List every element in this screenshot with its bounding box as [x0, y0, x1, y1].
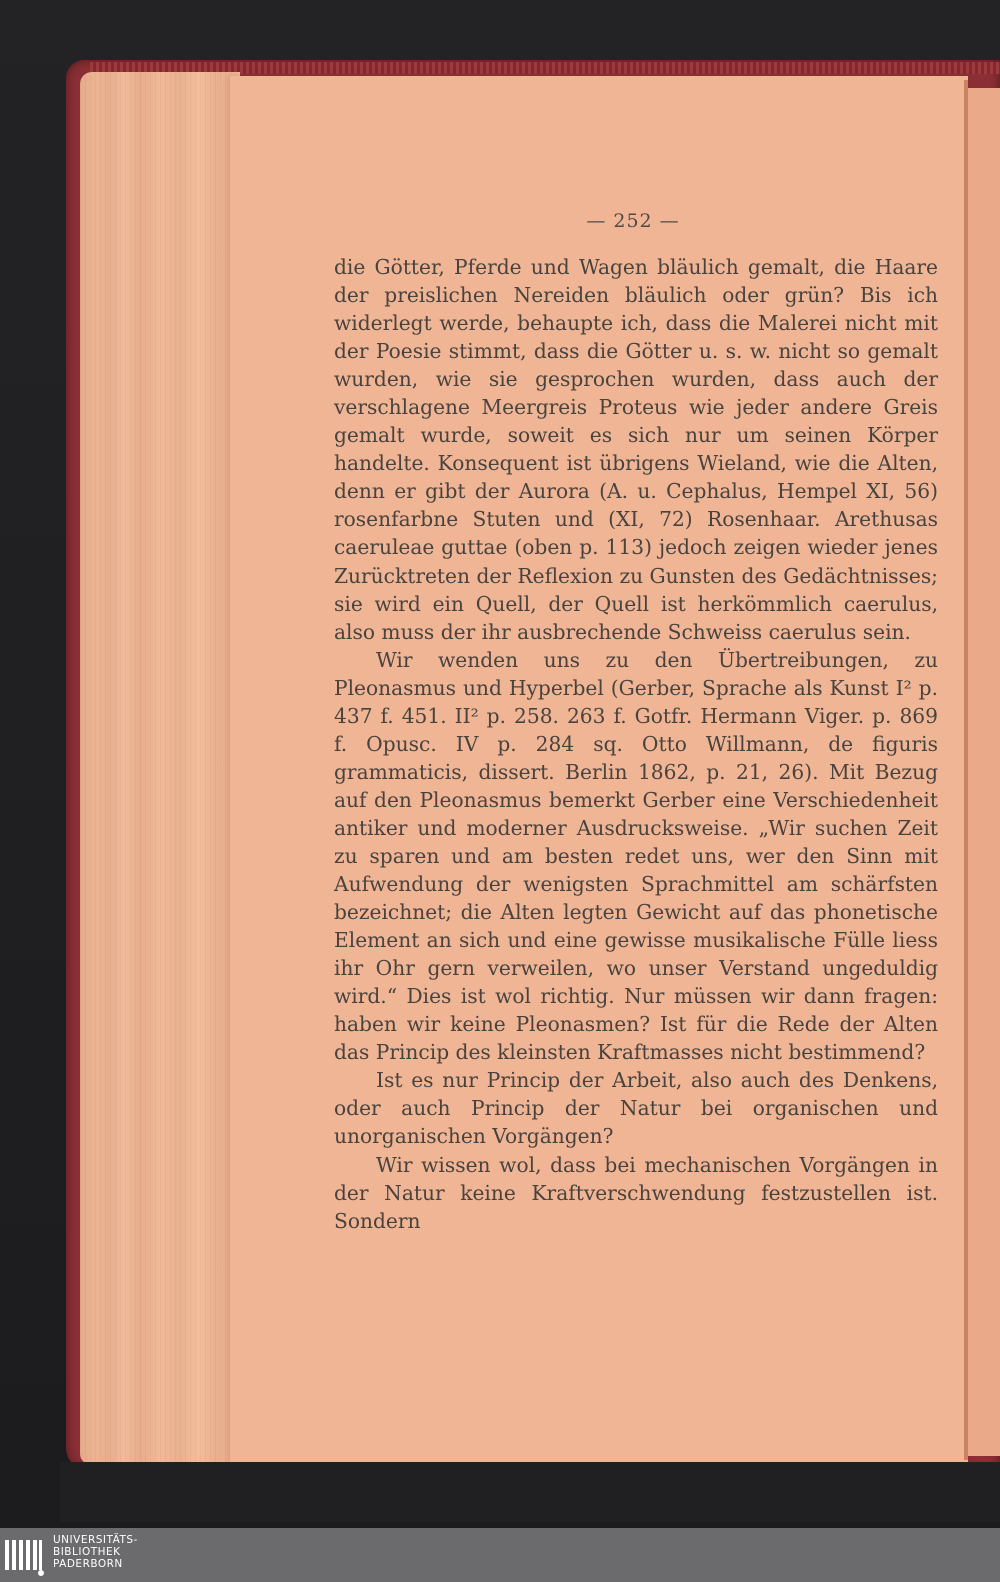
- page-text: [334, 253, 938, 1235]
- logo-line-3: PADERBORN: [53, 1558, 123, 1570]
- next-page-edge: [968, 88, 1000, 1456]
- library-logo-text: [53, 1534, 253, 1570]
- logo-dot-icon: [38, 1570, 44, 1576]
- logo-line-1: UNIVERSITÄTS-: [53, 1534, 138, 1546]
- logo-line-2: BIBLIOTHEK: [53, 1546, 121, 1558]
- paragraph-1: die Götter, Pferde und Wagen bläulich gemalt, die Haare der preislichen Nereiden bläulich oder grün? Bis ich widerlegt werde, behaupte ich, dass die Malerei nicht mit der Poesie stimmt, dass die Götter u. s. w. nicht so gemalt wurden, wie sie gesprochen wurden, dass auch der verschlagene Meergreis Proteus wie jeder andere Greis gemalt wurde, soweit es sich nur um seinen Körper handelte. Konsequent ist übrigens Wieland, wie die Alten, denn er gibt der Aurora (A. u. Cephalus, Hempel XI, 56) rosenfarbne Stuten und (XI, 72) Rosenhaar. Arethusas caeruleae guttae (oben p. 113) jedoch zeigen wieder jenes Zurücktreten der Reflexion zu Gunsten des Gedächtnisses; sie wird ein Quell, der Quell ist herkömmlich caerulus, also muss der ihr ausbrechende Schweiss caerulus sein.: [334, 255, 938, 644]
- paragraph-3: Ist es nur Princip der Arbeit, also auch des Denkens, oder auch Princip der Natur bei organischen und unorganischen Vorgängen?: [334, 1068, 938, 1149]
- page-stack-edge: [80, 72, 240, 1464]
- page-number: — 252 —: [586, 210, 680, 232]
- paragraph-2: Wir wenden uns zu den Übertreibungen, zu Pleonasmus und Hyperbel (Gerber, Sprache als Kunst I² p. 437 f. 451. II² p. 258. 263 f. Gotfr. Hermann Viger. p. 869 f. Opusc. IV p. 284 sq. Otto Willmann, de figuris grammaticis, dissert. Berlin 1862, p. 21, 26). Mit Bezug auf den Pleonasmus bemerkt Gerber eine Verschiedenheit antiker und moderner Ausdrucksweise. „Wir suchen Zeit zu sparen und am besten redet uns, wer den Sinn mit Aufwendung der wenigsten Sprachmittel am schärfsten bezeichnet; die Alten legten Gewicht auf das phonetische Element an sich und eine gewisse musikalische Fülle liess ihr Ohr gern verweilen, wo unser Verstand ungeduldig wird.“ Dies ist wol richtig. Nur müssen wir dann fragen: haben wir keine Pleonasmen? Ist für die Rede der Alten das Princip des kleinsten Kraftmasses nicht bestimmend?: [334, 647, 938, 1065]
- paragraph-4: Wir wissen wol, dass bei mechanischen Vorgängen in der Natur keine Kraftverschwendung festzustellen ist. Sondern: [334, 1152, 938, 1233]
- bottom-shadow: [60, 1462, 1000, 1522]
